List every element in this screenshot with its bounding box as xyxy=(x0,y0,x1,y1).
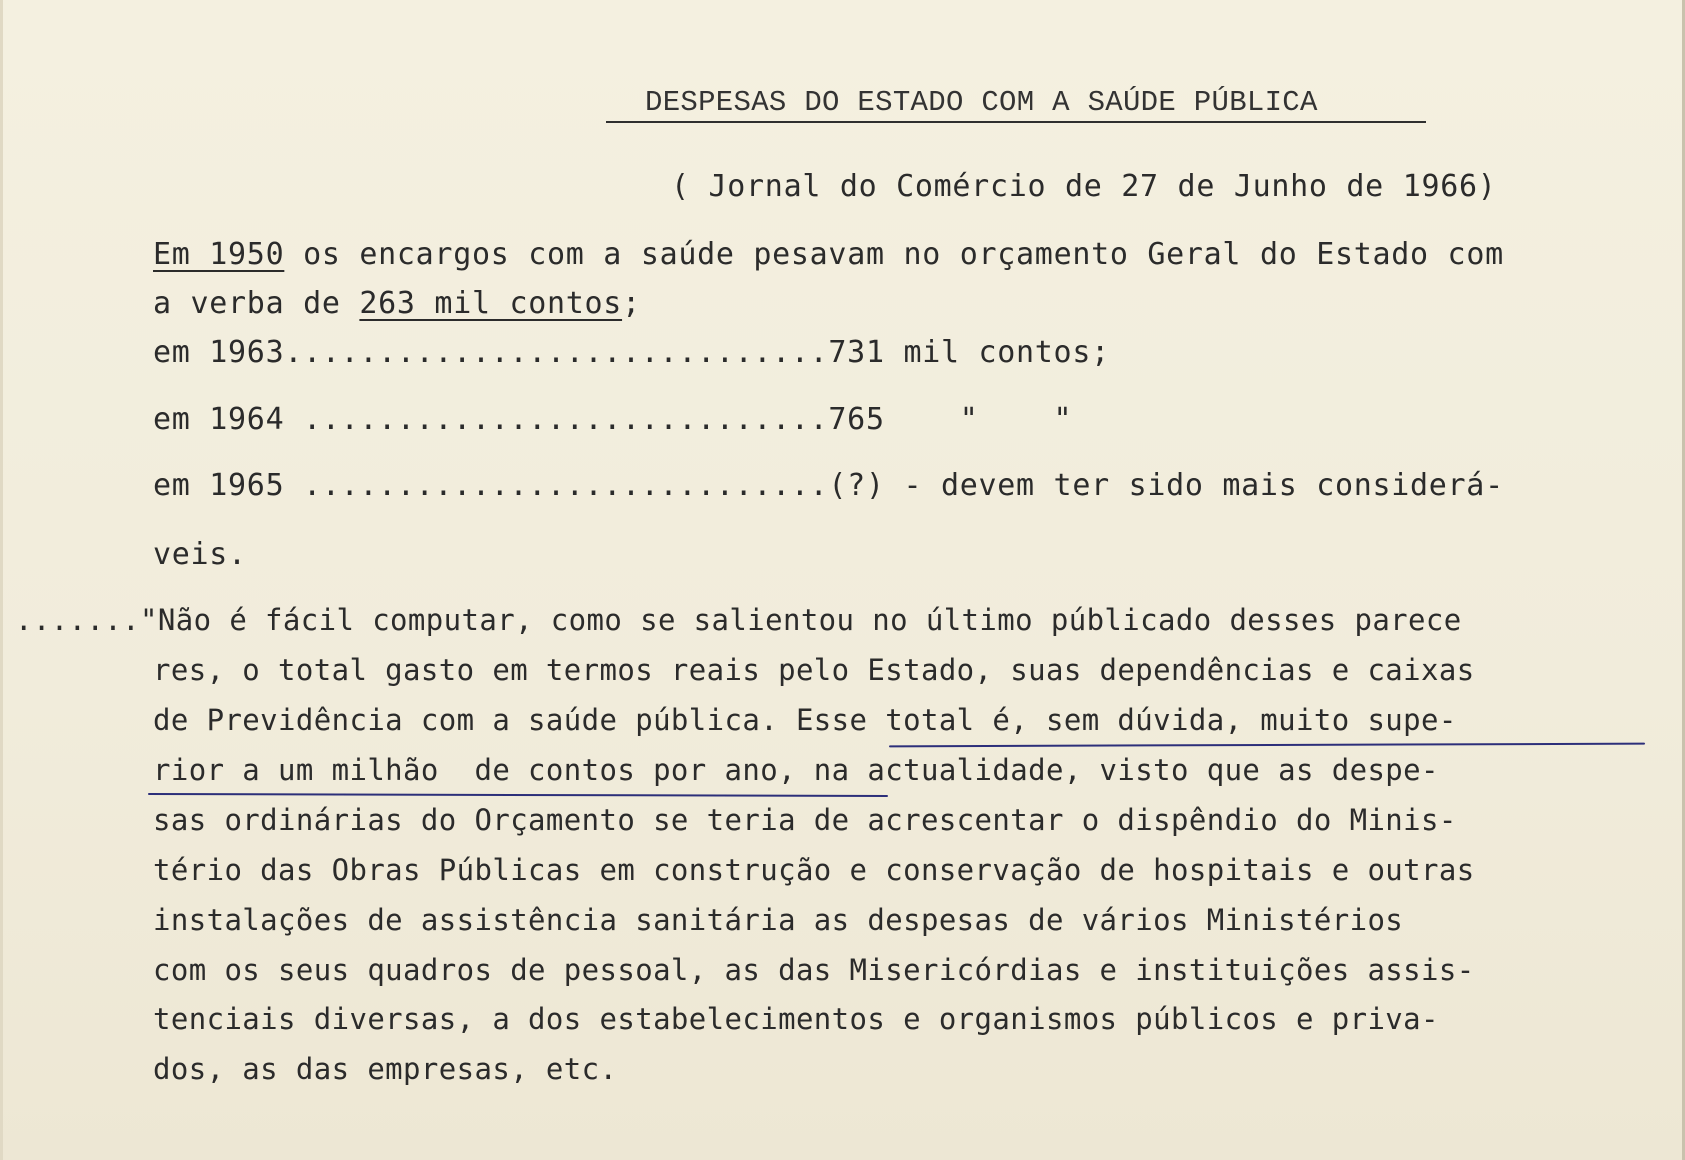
quote-line-4: rior a um milhão de contos por ano, na actualidade, visto que as despe- xyxy=(153,753,1439,787)
pen-underline-2 xyxy=(148,793,888,797)
quote-line-8: com os seus quadros de pessoal, as das Misericórdias e instituições assis- xyxy=(153,953,1475,987)
title-underline xyxy=(606,121,1426,123)
verba-underlined: 263 mil contos xyxy=(359,286,623,321)
quote-line-5: sas ordinárias do Orçamento se teria de acrescentar o dispêndio do Minis- xyxy=(153,803,1457,837)
pen-underline-1 xyxy=(889,743,1645,748)
row-1965-continuation: veis. xyxy=(153,537,247,572)
year-1950-underlined: Em 1950 xyxy=(153,237,285,272)
row-1963: em 1963.............................731 mil contos; xyxy=(153,335,1110,370)
row-1964: em 1964 ............................765 " " xyxy=(153,402,1073,437)
quote-line-9: tenciais diversas, a dos estabelecimentos e organismos públicos e priva- xyxy=(153,1002,1439,1036)
quote-line-3: de Previdência com a saúde pública. Esse total é, sem dúvida, muito supe- xyxy=(153,703,1457,737)
paragraph-line-1 xyxy=(153,237,1504,272)
quote-line-7: instalações de assistência sanitária as despesas de vários Ministérios xyxy=(153,903,1404,937)
paragraph-line-2 xyxy=(153,286,641,321)
quote-line-6: tério das Obras Públicas em construção e conservação de hospitais e outras xyxy=(153,853,1475,887)
paragraph-line-2-post: ; xyxy=(622,286,641,321)
quote-line-2: res, o total gasto em termos reais pelo Estado, suas dependências e caixas xyxy=(153,653,1475,687)
source-citation: ( Jornal do Comércio de 27 de Junho de 1966) xyxy=(671,169,1497,204)
quote-line-10: dos, as das empresas, etc. xyxy=(153,1052,618,1086)
paragraph-line-1-text: os encargos com a saúde pesavam no orçamento Geral do Estado com xyxy=(284,237,1504,272)
row-1965: em 1965 ............................(?) - devem ter sido mais considerá- xyxy=(153,468,1504,503)
paragraph-line-2-pre: a verba de xyxy=(153,286,360,321)
quote-line-1: ......."Não é fácil computar, como se salientou no último públicado desses parece xyxy=(15,603,1462,637)
document-title: DESPESAS DO ESTADO COM A SAÚDE PÚBLICA xyxy=(645,86,1318,119)
